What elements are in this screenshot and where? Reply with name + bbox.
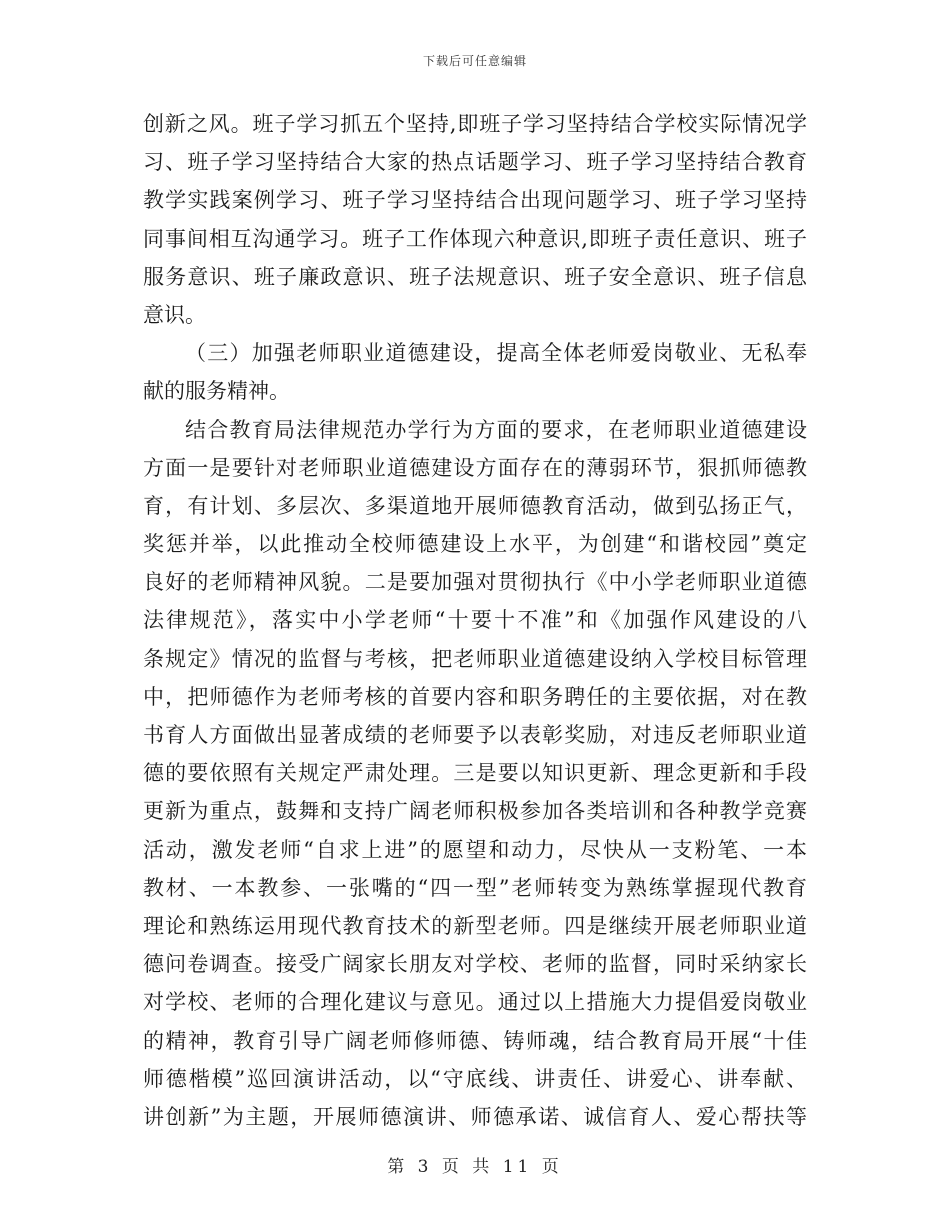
text-line: 良好的老师精神风貌。二是要加强对贯彻执行《中小学老师职业道德	[143, 570, 807, 595]
text-line: 习、班子学习坚持结合大家的热点话题学习、班子学习坚持结合教育	[143, 150, 807, 175]
page-number: 第 3 页 共 11 页	[387, 1157, 563, 1177]
text-line: 德的要依照有关规定严肃处理。三是要以知识更新、理念更新和手段	[143, 761, 807, 786]
page-header-note: 下载后可任意编辑	[422, 54, 527, 68]
text-line: 理论和熟练运用现代教育技术的新型老师。四是继续开展老师职业道	[143, 913, 807, 938]
text-line: 师德楷模”巡回演讲活动，以“守底线、讲责任、讲爱心、讲奉献、	[143, 1066, 807, 1091]
text-line: 教材、一本教参、一张嘴的“四一型”老师转变为熟练掌握现代教育	[143, 875, 807, 900]
text-line: 德问卷调查。接受广阔家长朋友对学校、老师的监督，同时采纳家长	[143, 952, 807, 977]
text-line: 的精神，教育引导广阔老师修师德、铸师魂，结合教育局开展“十佳	[143, 1028, 807, 1053]
text-line: 教学实践案例学习、班子学习坚持结合出现问题学习、班子学习坚持	[143, 188, 807, 213]
text-line: 创新之风。班子学习抓五个坚持,即班子学习坚持结合学校实际情况学	[143, 112, 807, 136]
text-line: 书育人方面做出显著成绩的老师要予以表彰奖励，对违反老师职业道	[143, 723, 807, 747]
text-line: 法律规范》，落实中小学老师“十要十不准”和《加强作风建设的八	[143, 608, 807, 633]
text-line: 活动，激发老师“自求上进”的愿望和动力，尽快从一支粉笔、一本	[143, 837, 807, 862]
text-line: 方面一是要针对老师职业道德建设方面存在的薄弱环节，狠抓师德教	[143, 455, 807, 480]
text-line: 服务意识、班子廉政意识、班子法规意识、班子安全意识、班子信息	[143, 264, 807, 289]
text-line: 对学校、老师的合理化建议与意见。通过以上措施大力提倡爱岗敬业	[143, 990, 807, 1015]
section-heading-line: （三）加强老师职业道德建设，提高全体老师爱岗敬业、无私奉	[185, 341, 807, 366]
text-line: 更新为重点，鼓舞和支持广阔老师积极参加各类培训和各种教学竞赛	[143, 799, 807, 824]
text-line: 结合教育局法律规范办学行为方面的要求，在老师职业道德建设	[185, 417, 807, 442]
section-heading-line: 献的服务精神。	[143, 379, 290, 404]
text-line: 奖惩并举，以此推动全校师德建设上水平，为创建“和谐校园”奠定	[143, 532, 807, 557]
text-line: 讲创新”为主题，开展师德演讲、师德承诺、诚信育人、爱心帮扶等	[143, 1104, 807, 1129]
text-line: 同事间相互沟通学习。班子工作体现六种意识,即班子责任意识、班子	[143, 226, 807, 251]
text-line: 条规定》情况的监督与考核，把老师职业道德建设纳入学校目标管理	[143, 646, 807, 671]
text-line: 中，把师德作为老师考核的首要内容和职务聘任的主要依据，对在教	[143, 684, 807, 709]
document-body	[143, 105, 807, 1136]
text-line: 育，有计划、多层次、多渠道地开展师德教育活动，做到弘扬正气，	[143, 493, 807, 518]
text-line: 意识。	[143, 302, 206, 327]
